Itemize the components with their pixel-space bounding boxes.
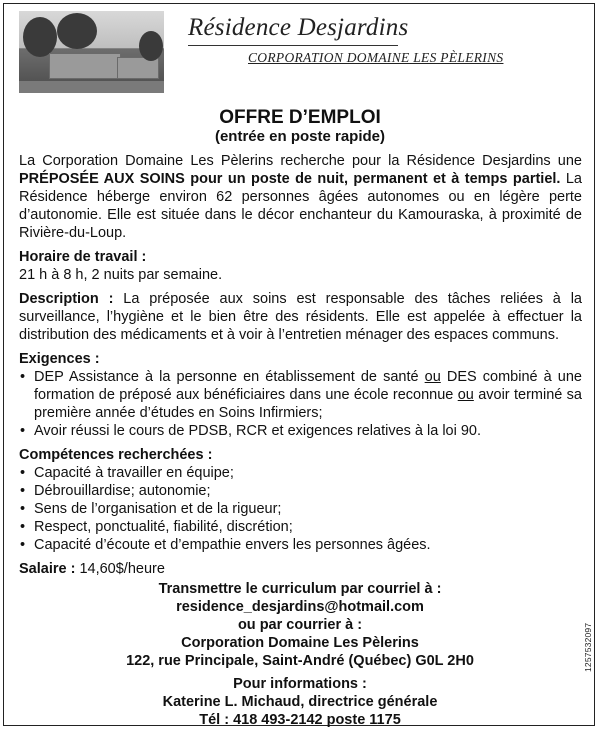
description-section [19, 290, 582, 344]
bullet-icon: • [20, 465, 26, 481]
info-label: Pour informations : [233, 676, 367, 692]
skill-item [19, 536, 582, 554]
requirement-text: Avoir réussi le cours de PDSB, RCR et exigences relatives à la loi 90. [34, 423, 482, 439]
position-highlight: PRÉPOSÉE AUX SOINS pour un poste de nuit, permanent et à temps partiel. [19, 171, 561, 187]
requirements-section [19, 350, 582, 368]
requirement-or: ou [457, 387, 474, 403]
ad-body [19, 152, 582, 578]
page-subtitle: (entrée en poste rapide) [214, 128, 386, 145]
requirements-label: Exigences : [19, 351, 100, 367]
requirement-text: DES combiné à une formation de préposé aux bénéficiaires dans une école reconnue [34, 369, 582, 403]
skill-item [19, 482, 582, 500]
requirement-text: avoir terminé sa première année d’études en Soins Infirmiers; [34, 387, 582, 421]
salary-value: 14,60$/heure [75, 561, 165, 577]
contact-person: Katerine L. Michaud, directrice générale [162, 694, 438, 710]
skills-label: Compétences recherchées : [19, 447, 213, 463]
brand-subtitle: CORPORATION DOMAINE LES PÈLERINS [248, 50, 504, 65]
contact-instruction: Transmettre le curriculum par courriel à : [158, 581, 442, 597]
skill-text: Sens de l’organisation et de la rigueur; [34, 501, 282, 517]
skills-section [19, 446, 582, 464]
requirement-text: DEP Assistance à la personne en établissement de santé [34, 369, 425, 385]
residence-photo [19, 11, 164, 93]
bullet-icon: • [20, 501, 26, 517]
skill-item [19, 464, 582, 482]
page-title: OFFRE D’EMPLOI [219, 107, 381, 128]
brand-rule [188, 45, 398, 46]
skill-text: Capacité d’écoute et d’empathie envers les personnes âgées. [34, 537, 431, 553]
brand-title: Résidence Desjardins [188, 14, 409, 41]
contact-block [0, 580, 600, 729]
bullet-icon: • [20, 519, 26, 535]
intro-text-end: La Résidence héberge environ 62 personnes âgées autonomes ou en légère perte d’autonomie. Elle est située dans le décor enchanteur du Kamouraska, à proximité de Rivière-du-Loup. [19, 171, 582, 241]
contact-organization: Corporation Domaine Les Pèlerins [181, 635, 419, 651]
contact-mail-instruction: ou par courrier à : [237, 617, 363, 633]
skill-text: Capacité à travailler en équipe; [34, 465, 234, 481]
ad-reference-code: 1257532097 [583, 622, 593, 672]
intro-paragraph [19, 152, 582, 242]
requirement-item [19, 422, 582, 440]
intro-text-start: La Corporation Domaine Les Pèlerins recherche pour la Résidence Desjardins une [19, 153, 582, 169]
requirement-or: ou [424, 369, 441, 385]
salary-label: Salaire : [19, 561, 76, 577]
requirement-item [19, 368, 582, 422]
schedule-label: Horaire de travail : [19, 249, 147, 265]
contact-phone: Tél : 418 493-2142 poste 1175 [199, 712, 401, 728]
schedule-text: 21 h à 8 h, 2 nuits par semaine. [19, 267, 223, 283]
description-label: Description : [19, 291, 114, 307]
contact-address: 122, rue Principale, Saint-André (Québec) G0L 2H0 [126, 653, 474, 669]
description-text: La préposée aux soins est responsable des tâches reliées à la surveillance, l’hygiène et le bien être des résidents. Elle est appelée à effectuer la distribution des médicaments et à voir à l’entretien ménager des espaces communs. [19, 291, 583, 343]
skill-text: Respect, ponctualité, fiabilité, discrétion; [34, 519, 293, 535]
bullet-icon: • [20, 483, 26, 499]
contact-email: residence_desjardins@hotmail.com [176, 599, 424, 615]
skill-item [19, 500, 582, 518]
skill-item [19, 518, 582, 536]
bullet-icon: • [20, 423, 26, 439]
bullet-icon: • [20, 537, 26, 553]
salary-section [19, 560, 582, 578]
bullet-icon: • [20, 369, 26, 385]
schedule-section [19, 248, 582, 266]
skill-text: Débrouillardise; autonomie; [34, 483, 211, 499]
